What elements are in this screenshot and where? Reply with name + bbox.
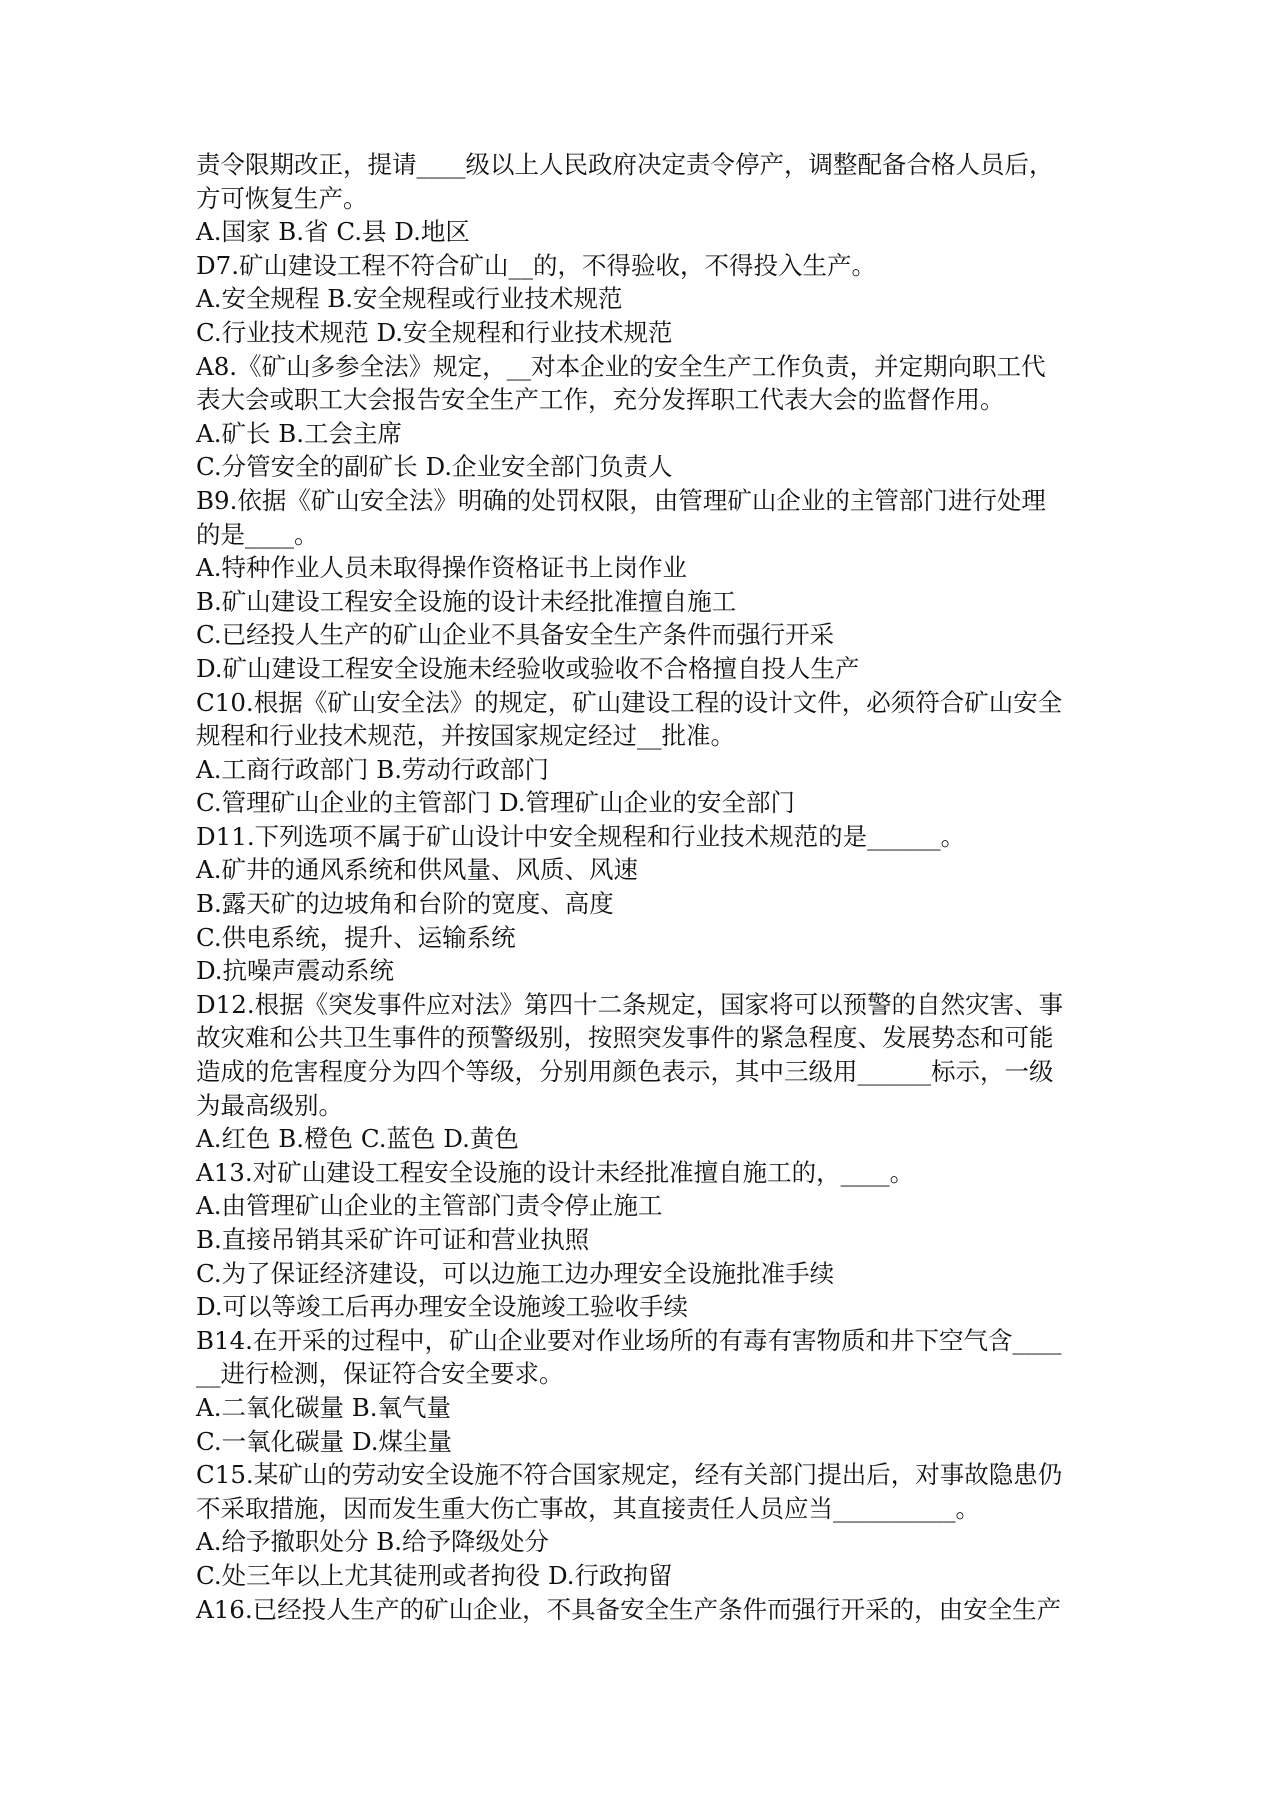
answer-options: A.安全规程 B.安全规程或行业技术规范 [196,284,623,314]
text-line: 为最高级别。 [196,1090,343,1120]
answer-options: A.国家 B.省 C.县 D.地区 [196,217,470,247]
answer-option: B.矿山建设工程安全设施的设计未经批准擅自施工 [196,586,737,616]
answer-option: C.为了保证经济建设，可以边施工边办理安全设施批准手续 [196,1258,835,1288]
answer-option: A.由管理矿山企业的主管部门责令停止施工 [196,1191,663,1221]
text-line: 造成的危害程度分为四个等级，分别用颜色表示，其中三级用______标示，一级 [196,1057,1054,1087]
document-body [196,148,1096,1626]
answer-option: B.直接吊销其采矿许可证和营业执照 [196,1225,590,1254]
answer-option: D.可以等竣工后再办理安全设施竣工验收手续 [196,1292,689,1322]
text-line: 的是____。 [196,519,319,549]
question-9: B9.依据《矿山安全法》明确的处罚权限，由管理矿山企业的主管部门进行处理 [196,485,1046,515]
answer-option: D.矿山建设工程安全设施未经验收或验收不合格擅自投人生产 [196,653,860,683]
text-line: 规程和行业技术规范，并按国家规定经过__批准。 [196,721,735,751]
question-13: A13.对矿山建设工程安全设施的设计未经批准擅自施工的，____。 [196,1157,915,1187]
answer-options: C.处三年以上尤其徒刑或者拘役 D.行政拘留 [196,1560,673,1590]
answer-options: C.一氧化碳量 D.煤尘量 [196,1426,453,1456]
text-line: 方可恢复生产。 [196,183,368,213]
answer-options: C.行业技术规范 D.安全规程和行业技术规范 [196,317,673,347]
answer-options: A.二氧化碳量 B.氧气量 [196,1392,452,1422]
question-8: A8.《矿山多参全法》规定，__对本企业的安全生产工作负责，并定期向职工代 [196,351,1046,381]
answer-options: C.管理矿山企业的主管部门 D.管理矿山企业的安全部门 [196,788,796,818]
answer-option: A.矿井的通风系统和供风量、风质、风速 [196,855,638,885]
answer-options: A.工商行政部门 B.劳动行政部门 [196,754,550,784]
text-line: 故灾难和公共卫生事件的预警级别，按照突发事件的紧急程度、发展势态和可能 [196,1023,1054,1053]
text-line: 责令限期改正，提请____级以上人民政府决定责令停产，调整配备合格人员后， [196,150,1054,179]
answer-option: C.已经投人生产的矿山企业不具备安全生产条件而强行开采 [196,620,835,650]
answer-option: C.供电系统，提升、运输系统 [196,922,516,952]
answer-option: A.特种作业人员未取得操作资格证书上岗作业 [196,553,687,583]
question-10: C10.根据《矿山安全法》的规定，矿山建设工程的设计文件，必须符合矿山安全 [196,687,1063,717]
text-line: __进行检测，保证符合安全要求。 [196,1359,564,1389]
question-14: B14.在开采的过程中，矿山企业要对作业场所的有毒有害物质和井下空气含____ [196,1325,1062,1355]
question-16: A16.已经投人生产的矿山企业，不具备安全生产条件而强行开采的，由安全生产 [196,1594,1062,1624]
answer-option: D.抗噪声震动系统 [196,956,395,986]
text-line: 表大会或职工大会报告安全生产工作，充分发挥职工代表大会的监督作用。 [196,385,1005,415]
answer-options: A.给予撤职处分 B.给予降级处分 [196,1527,550,1557]
answer-options: C.分管安全的副矿长 D.企业安全部门负责人 [196,452,673,482]
answer-option: B.露天矿的边坡角和台阶的宽度、高度 [196,889,614,919]
question-7: D7.矿山建设工程不符合矿山__的，不得验收，不得投入生产。 [196,250,877,280]
question-11: D11.下列选项不属于矿山设计中安全规程和行业技术规范的是______。 [196,821,966,851]
question-15: C15.某矿山的劳动安全设施不符合国家规定，经有关部门提出后，对事故隐患仍 [196,1460,1063,1490]
text-line: 不采取措施，因而发生重大伤亡事故，其直接责任人员应当__________。 [196,1493,980,1523]
question-12: D12.根据《突发事件应对法》第四十二条规定，国家将可以预警的自然灾害、事 [196,989,1064,1019]
answer-options: A.矿长 B.工会主席 [196,418,403,448]
answer-options: A.红色 B.橙色 C.蓝色 D.黄色 [196,1124,519,1154]
